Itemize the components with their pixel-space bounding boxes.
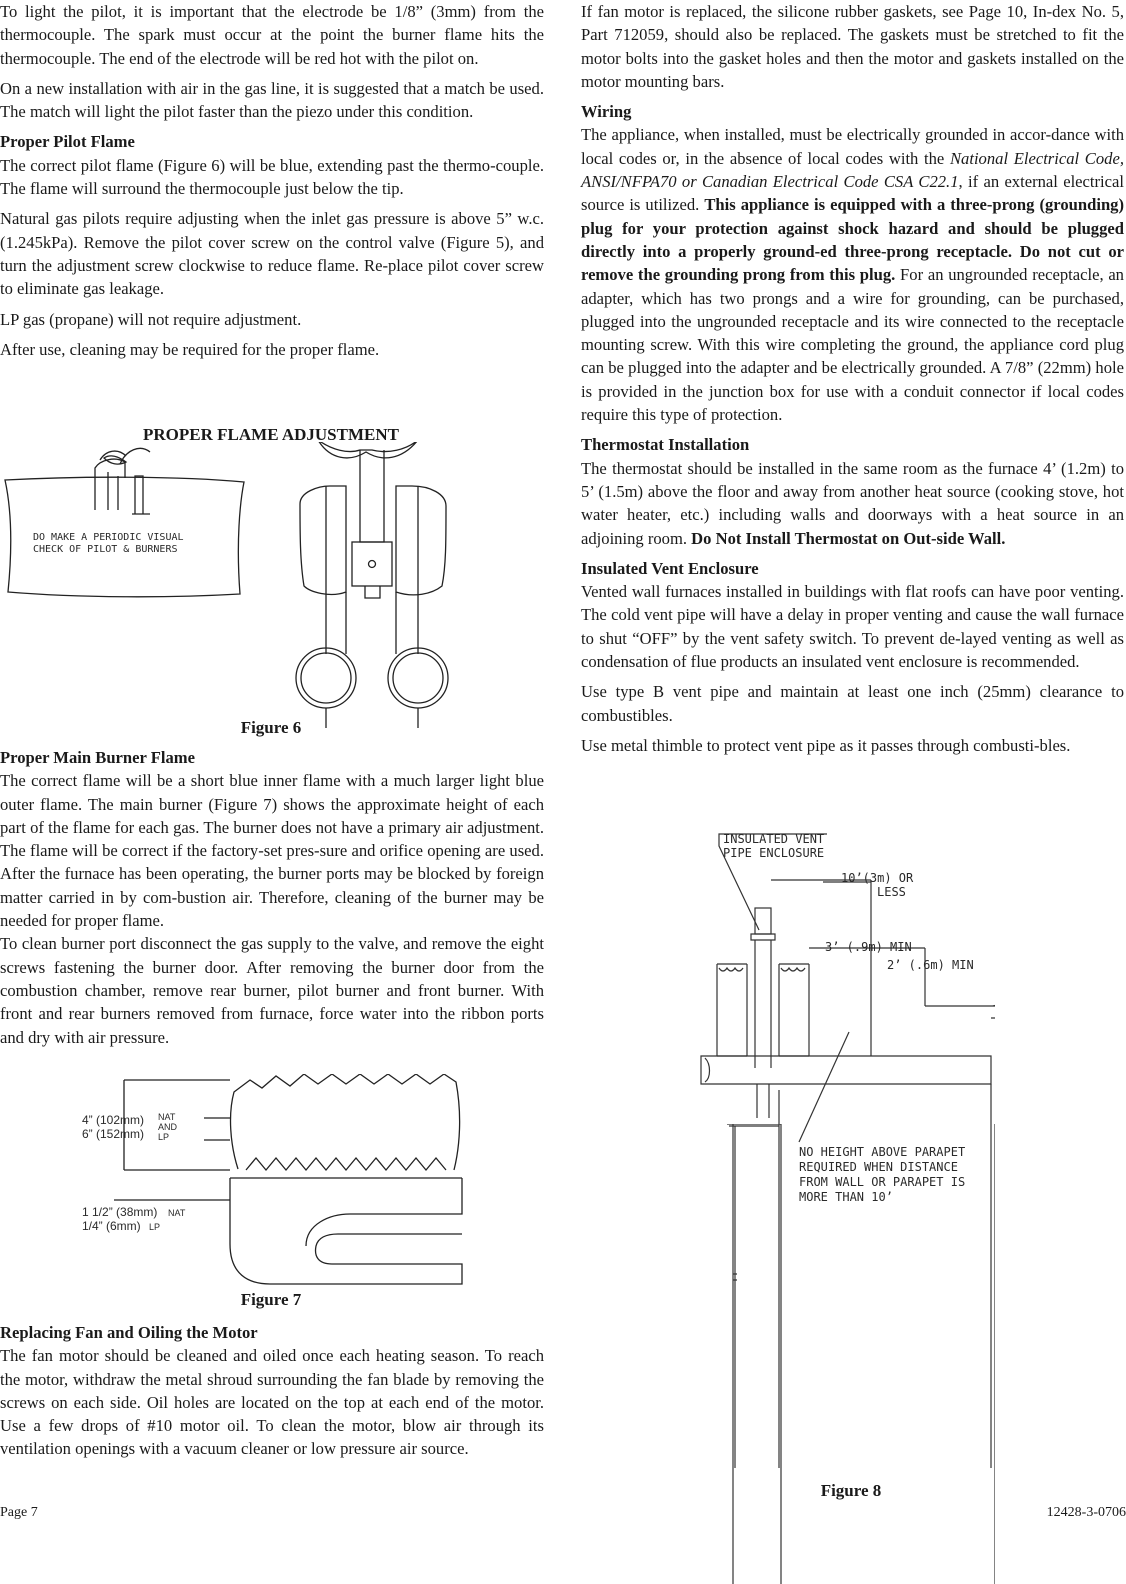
figure-6-title: PROPER FLAME ADJUSTMENT [143,425,399,444]
heading-wiring: Wiring [581,102,632,122]
gas-lp-label-2: LP [149,1222,161,1232]
figure-6-note-line1: DO MAKE A PERIODIC VISUAL [33,532,184,543]
vent-paragraph-3: Use metal thimble to protect vent pipe as it passes through combusti-bles. [581,735,1071,755]
grounding-warning: This appliance is equipped with a three-prong (grounding) plug for your protection against shock hazard and should be plugged directly into a properly ground-ed three-prong receptacle. Do not cut or remove the grounding prong from this plug. [581,195,1125,285]
natural-gas-paragraph: Natural gas pilots require adjusting when the inlet gas pressure is above 5” w.c. (1.245kPa). Remove the pilot cover screw on the control valve (Figure 5), and turn the adjustment screw clockwise to reduce flame. Re-place pilot cover screw to eliminate gas leakage. [0,209,544,299]
gas-nat-label: NAT [158,1112,176,1122]
vent-paragraph-1: Vented wall furnaces installed in buildings with flat roofs can have poor venting. The cold vent pipe will have a delay in proper venting and cause the wall furnace to shut “OFF” by the vent safety switch. To prevent de-layed venting as well as condensation of flue products an insulated vent enclosure is recommended. [581,582,1124,672]
left-column [0,0,544,368]
wiring-paragraph [581,123,1124,426]
figure-6-note-line2: CHECK OF PILOT & BURNERS [33,544,178,555]
thermostat-paragraph [581,457,1124,550]
fan-gasket-paragraph: If fan motor is replaced, the silicone rubber gaskets, see Page 10, In-dex No. 5, Part 712059, should also be replaced. The gaskets must be stretched to fit the motor bolts into the gasket holes and then the motor and gaskets installed on the motor mounting bars. [581,2,1124,91]
pilot-flame-paragraph: The correct pilot flame (Figure 6) will be blue, extending past the thermo-couple. The flame will surround the thermocouple just below the tip. [0,155,544,199]
figure-7-caption: Figure 7 [240,1290,302,1309]
gas-nat-label-2: NAT [168,1208,186,1218]
wiring-text-e: For an ungrounded receptacle, an adapter, which has two prongs and a wire for grounding, can be purchased, plugged into the ungrounded receptacle and its wire connected to the receptacle mounting screw. With this wire completing the ground, the appliance cord plug can be plugged into the adapter and be electrically grounded. A 7/8” (22mm) hole is provided in the junction box for use with a conduit connector if local codes require this type of protection. [581,265,1124,425]
vent-paragraph-2: Use type B vent pipe and maintain at least one inch (25mm) clearance to combustibles. [581,682,1124,725]
figure-6-caption: Figure 6 [240,718,302,737]
electrical-code-reference: National Electrical Code, ANSI/NFPA70 or Canadian Electrical Code CSA C22.1 [581,148,1124,192]
gas-and-label: AND [158,1122,178,1132]
left-column-middle [0,746,544,1056]
figure-7 [70,1074,470,1294]
enclosure-label-2: PIPE ENCLOSURE [723,846,825,860]
wiring-text-a: The appliance, when installed, must be electrically grounded in accor-dance with local codes or, in the absence of local codes with the [581,125,1124,168]
gas-lp-label: LP [158,1132,170,1142]
pilot-electrode-paragraph: To light the pilot, it is important that the electrode be 1/8” (3mm) from the thermocouple. The spark must occur at the point the burner flame hits the thermocouple. The end of the electrode will be red hot with the pilot on. [0,2,544,68]
heading-main-burner-flame: Proper Main Burner Flame [0,748,195,767]
no-height-note-line4: MORE THAN 10’ [799,1190,893,1204]
pilot-flame-diagram [0,442,544,732]
dim-1-1-2in-label: 1 1/2” (38mm) [82,1205,158,1219]
main-burner-paragraph: The correct flame will be a short blue inner flame with a much larger light blue outer flame. The main burner (Figure 7) shows the approximate height of each part of the flame for each gas. The burner does not have a primary air adjustment. The flame will be correct if the factory-set pres-sure and orifice opening are used. After the furnace has been operating, the burner ports may be blocked by foreign matter carried in by com-bustion air. Therefore, cleaning of the burner may be needed for proper flame. [0,771,544,931]
no-height-note-line1: NO HEIGHT ABOVE PARAPET [799,1145,966,1159]
enclosure-label-1: INSULATED VENT [723,832,825,846]
left-column-bottom [0,1321,544,1468]
dim-4in-label: 4” (102mm) [82,1113,145,1127]
match-paragraph: On a new installation with air in the gas line, it is suggested that a match be used. The match will light the pilot faster than the piezo under this condition. [0,78,544,122]
dim-6in-label: 6” (152mm) [82,1127,145,1141]
lp-gas-paragraph: LP gas (propane) will not require adjustment. [0,309,302,329]
main-burner-diagram [70,1074,470,1294]
heading-replacing-fan: Replacing Fan and Oiling the Motor [0,1323,258,1342]
figure-8-caption: Figure 8 [820,1481,882,1500]
no-height-note-line3: FROM WALL OR PARAPET IS [799,1175,966,1189]
right-column [581,0,1124,764]
dim-1-4in-label: 1/4” (6mm) [82,1219,141,1233]
distance-10ft-line1: 10’(3m) OR [841,871,914,885]
cleaning-paragraph: After use, cleaning may be required for the proper flame. [0,339,380,359]
figure-8-wall-interior [695,1124,995,1584]
distance-3ft-label: 3’ (.9m) MIN [825,940,912,954]
heading-thermostat-installation: Thermostat Installation [581,435,750,455]
thermostat-warning: Do Not Install Thermostat on Out-side Wall. [691,528,1006,548]
distance-2ft-label: 2’ (.6m) MIN [887,958,974,972]
figure-8-enclosure-label [723,832,824,860]
heading-proper-pilot-flame: Proper Pilot Flame [0,132,135,152]
no-height-note-line2: REQUIRED WHEN DISTANCE [799,1160,958,1174]
clean-burner-paragraph: To clean burner port disconnect the gas supply to the valve, and remove the eight screws fastening the burner door. After removing the burner door from the combustion chamber, remove rear burner, pilot burner and front burner. With front and rear burners removed from furnace, force water into the ribbon ports and dry with air pressure. [0,934,544,1047]
document-code: 12428-3-0706 [1046,1505,1126,1520]
figure-6 [0,422,544,722]
page-number: Page 7 [0,1505,38,1520]
thermostat-text: The thermostat should be installed in the same room as the furnace 4’ (1.2m) to 5’ (1.5m) above the floor and away from another heat source (cooking stove, hot water heater, etc.) including walls and doorways with a heat source in an adjoining room. [581,458,1124,548]
heading-insulated-vent-enclosure: Insulated Vent Enclosure [581,558,759,578]
distance-10ft-line2: LESS [877,885,906,899]
wiring-text-c: , if an external electrical source is utilized. [581,172,1124,215]
fan-motor-paragraph: The fan motor should be cleaned and oiled once each heating season. To reach the motor, withdraw the metal shroud surrounding the fan blade by removing the screws on each side. Oil holes are located on the top at each end of the motor. Use a few drops of #10 motor oil. To clean the motor, blow air through its ventilation openings with a vacuum cleaner or low pressure air source. [0,1346,544,1459]
